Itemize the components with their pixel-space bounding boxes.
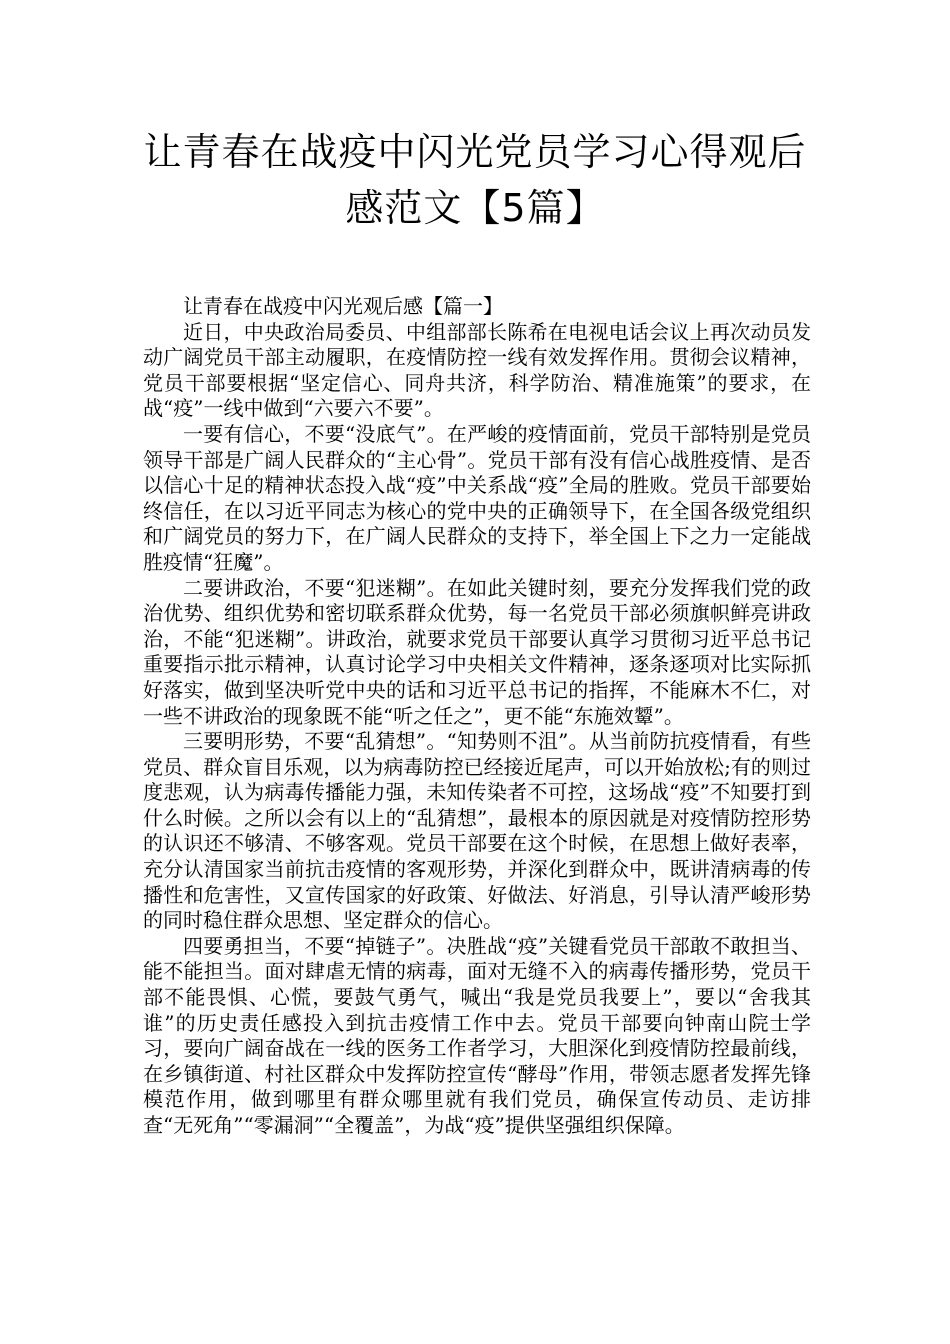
section-heading: 让青春在战疫中闪光观后感【篇一】 — [183, 294, 503, 318]
paragraph-politics: 二要讲政治，不要“犯迷糊”。在如此关键时刻，要充分发挥我们党的政治优势、组织优势和密切联系群众优势，每一名党员干部必须旗帜鲜亮讲政治，不能“犯迷糊”。讲政治，就要求党员干部要认真学习贯彻习近平总书记重要指示批示精神，认真讨论学习中央相关文件精神，逐条逐项对比实际抓好落实，做到坚决听党中央的话和习近平总书记的指挥，不能麻木不仁，对一些不讲政治的现象既不能“听之任之”，更不能“东施效颦”。 — [143, 575, 811, 728]
paragraph-confidence: 一要有信心，不要“没底气”。在严峻的疫情面前，党员干部特别是党员领导干部是广阔人民群众的“主心骨”。党员干部有没有信心战胜疫情、是否以信心十足的精神状态投入战“疫”中关系战“疫”全局的胜败。党员干部要始终信任，在以习近平同志为核心的党中央的正确领导下，在全国各级党组织和广阔党员的努力下，在广阔人民群众的支持下，举全国上下之力一定能战胜疫情“狂魔”。 — [143, 421, 811, 574]
title-line-1: 让青春在战疫中闪光党员学习心得观后 — [143, 130, 807, 174]
document-title — [100, 124, 850, 236]
document-body — [143, 294, 811, 1139]
paragraph-responsibility: 四要勇担当，不要“掉链子”。决胜战“疫”关键看党员干部敢不敢担当、能不能担当。面对肆虐无情的病毒，面对无缝不入的病毒传播形势，党员干部不能畏惧、心慌，要鼓气勇气，喊出“我是党员我要上”，要以“舍我其谁”的历史责任感投入到抗击疫情工作中去。党员干部要向钟南山院士学习，要向广阔奋战在一线的医务工作者学习，大胆深化到疫情防控最前线，在乡镇街道、村社区群众中发挥防控宣传“酵母”作用，带领志愿者发挥先锋模范作用，做到哪里有群众哪里就有我们党员，确保宣传动员、走访排查“无死角”“零漏洞”“全覆盖”，为战“疫”提供坚强组织保障。 — [143, 933, 811, 1137]
title-line-2: 感范文【5篇】 — [345, 186, 605, 230]
paragraph-situation: 三要明形势，不要“乱猜想”。“知势则不沮”。从当前防抗疫情看，有些党员、群众盲目乐观，以为病毒防控已经接近尾声，可以开始放松;有的则过度悲观，认为病毒传播能力强，未知传染者不可控，这场战“疫”不知要打到什么时候。之所以会有以上的“乱猜想”，最根本的原因就是对疫情防控形势的认识还不够清、不够客观。党员干部要在这个时候，在思想上做好表率，充分认清国家当前抗击疫情的客观形势，并深化到群众中，既讲清病毒的传播性和危害性，又宣传国家的好政策、好做法、好消息，引导认清严峻形势的同时稳住群众思想、坚定群众的信心。 — [143, 729, 811, 933]
paragraph-intro: 近日，中央政治局委员、中组部部长陈希在电视电话会议上再次动员发动广阔党员干部主动履职，在疫情防控一线有效发挥作用。贯彻会议精神，党员干部要根据“坚定信心、同舟共济，科学防治、精准施策”的要求，在战“疫”一线中做到“六要六不要”。 — [143, 319, 811, 421]
